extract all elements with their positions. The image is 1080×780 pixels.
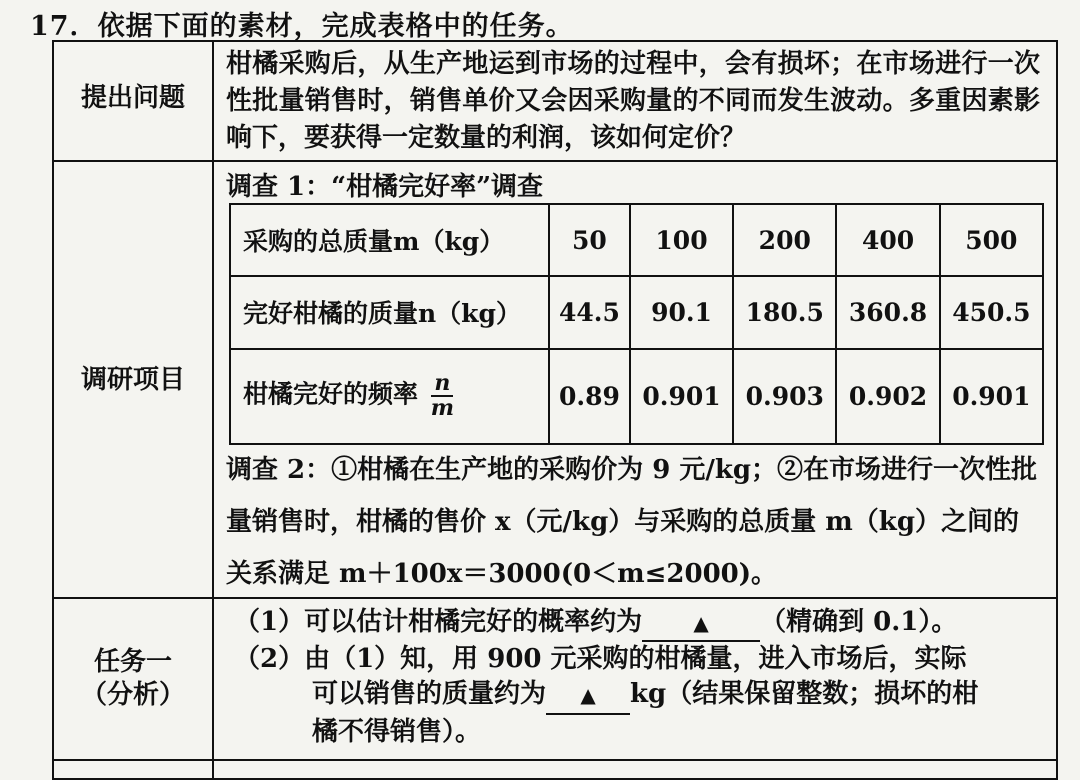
task-table xyxy=(52,40,1058,780)
fraction-numerator: n xyxy=(431,372,453,397)
task1-label xyxy=(54,646,212,711)
task1-item2-line3: 橘不得销售）。 xyxy=(312,716,482,747)
table-cell: 50 xyxy=(549,204,630,276)
column-divider xyxy=(212,42,214,778)
table-cell: 360.8 xyxy=(836,276,939,348)
task1-item2-line2 xyxy=(234,677,1042,714)
task1-item2-prefix: （2）由（1）知，用 900 元采购的柑橘量，进入市场后，实际 xyxy=(234,644,967,674)
task1-label-line2: （分析） xyxy=(80,679,185,710)
task1-item1-suffix: （精确到 0.1）。 xyxy=(760,607,958,637)
task1-item1-prefix: （1）可以估计柑橘完好的概率约为 xyxy=(234,607,643,637)
triangle-icon: ▲ xyxy=(693,611,709,635)
row-head-good-mass: 完好柑橘的质量n（kg） xyxy=(230,276,549,348)
table-row xyxy=(230,349,1043,444)
table-cell: 0.901 xyxy=(940,349,1043,444)
table-cell: 0.903 xyxy=(733,349,836,444)
task1-item2-line2-suffix: kg（结果保留整数；损坏的柑 xyxy=(630,679,979,710)
row-divider xyxy=(54,160,1056,162)
triangle-icon: ▲ xyxy=(580,683,596,708)
table-cell: 500 xyxy=(940,204,1043,276)
table-cell: 0.89 xyxy=(549,349,630,444)
table-cell: 100 xyxy=(630,204,733,276)
task1-item2-line2-prefix: 可以销售的质量约为 xyxy=(312,679,547,710)
answer-blank-2[interactable] xyxy=(546,677,630,714)
row-head-mass-total: 采购的总质量m（kg） xyxy=(230,204,549,276)
survey1-table xyxy=(229,203,1044,445)
problem-text: 柑橘采购后，从生产地运到市场的过程中，会有损坏；在市场进行一次性批量销售时，销售单价又会因采购量的不同而发生波动。多重因素影响下，要获得一定数量的利润，该如何定价？ xyxy=(226,49,1040,153)
table-cell: 0.902 xyxy=(836,349,939,444)
table-cell: 44.5 xyxy=(549,276,630,348)
table-cell: 180.5 xyxy=(733,276,836,348)
table-row xyxy=(230,204,1043,276)
table-row xyxy=(230,276,1043,348)
frequency-label: 柑橘完好的频率 xyxy=(243,379,419,409)
table-cell: 450.5 xyxy=(940,276,1043,348)
fraction-denominator: m xyxy=(430,395,455,422)
table-cell: 0.901 xyxy=(630,349,733,444)
row-divider xyxy=(54,759,1056,761)
survey2-text: 调查 2：①柑橘在生产地的采购价为 9 元/kg；②在市场进行一次性批量销售时，柑橘的售价 x（元/kg）与采购的总质量 m（kg）之间的关系满足 m＋100x＝3000(0＜m≤2000)。 xyxy=(226,455,1038,589)
answer-blank-1[interactable] xyxy=(642,605,760,642)
research-label: 调研项目 xyxy=(80,365,185,395)
table-cell: 200 xyxy=(733,204,836,276)
task1-item2 xyxy=(234,642,1042,750)
question-title: 17．依据下面的素材，完成表格中的任务。 xyxy=(30,11,574,42)
problem-label: 提出问题 xyxy=(80,83,185,113)
survey1-title: 调查 1：“柑橘完好率”调查 xyxy=(226,172,544,202)
task1-item1 xyxy=(234,605,1042,642)
row-head-frequency xyxy=(230,349,549,444)
task1-label-line1: 任务一 xyxy=(93,647,172,677)
table-cell: 90.1 xyxy=(630,276,733,348)
fraction-n-over-m xyxy=(431,372,454,420)
table-cell: 400 xyxy=(836,204,939,276)
